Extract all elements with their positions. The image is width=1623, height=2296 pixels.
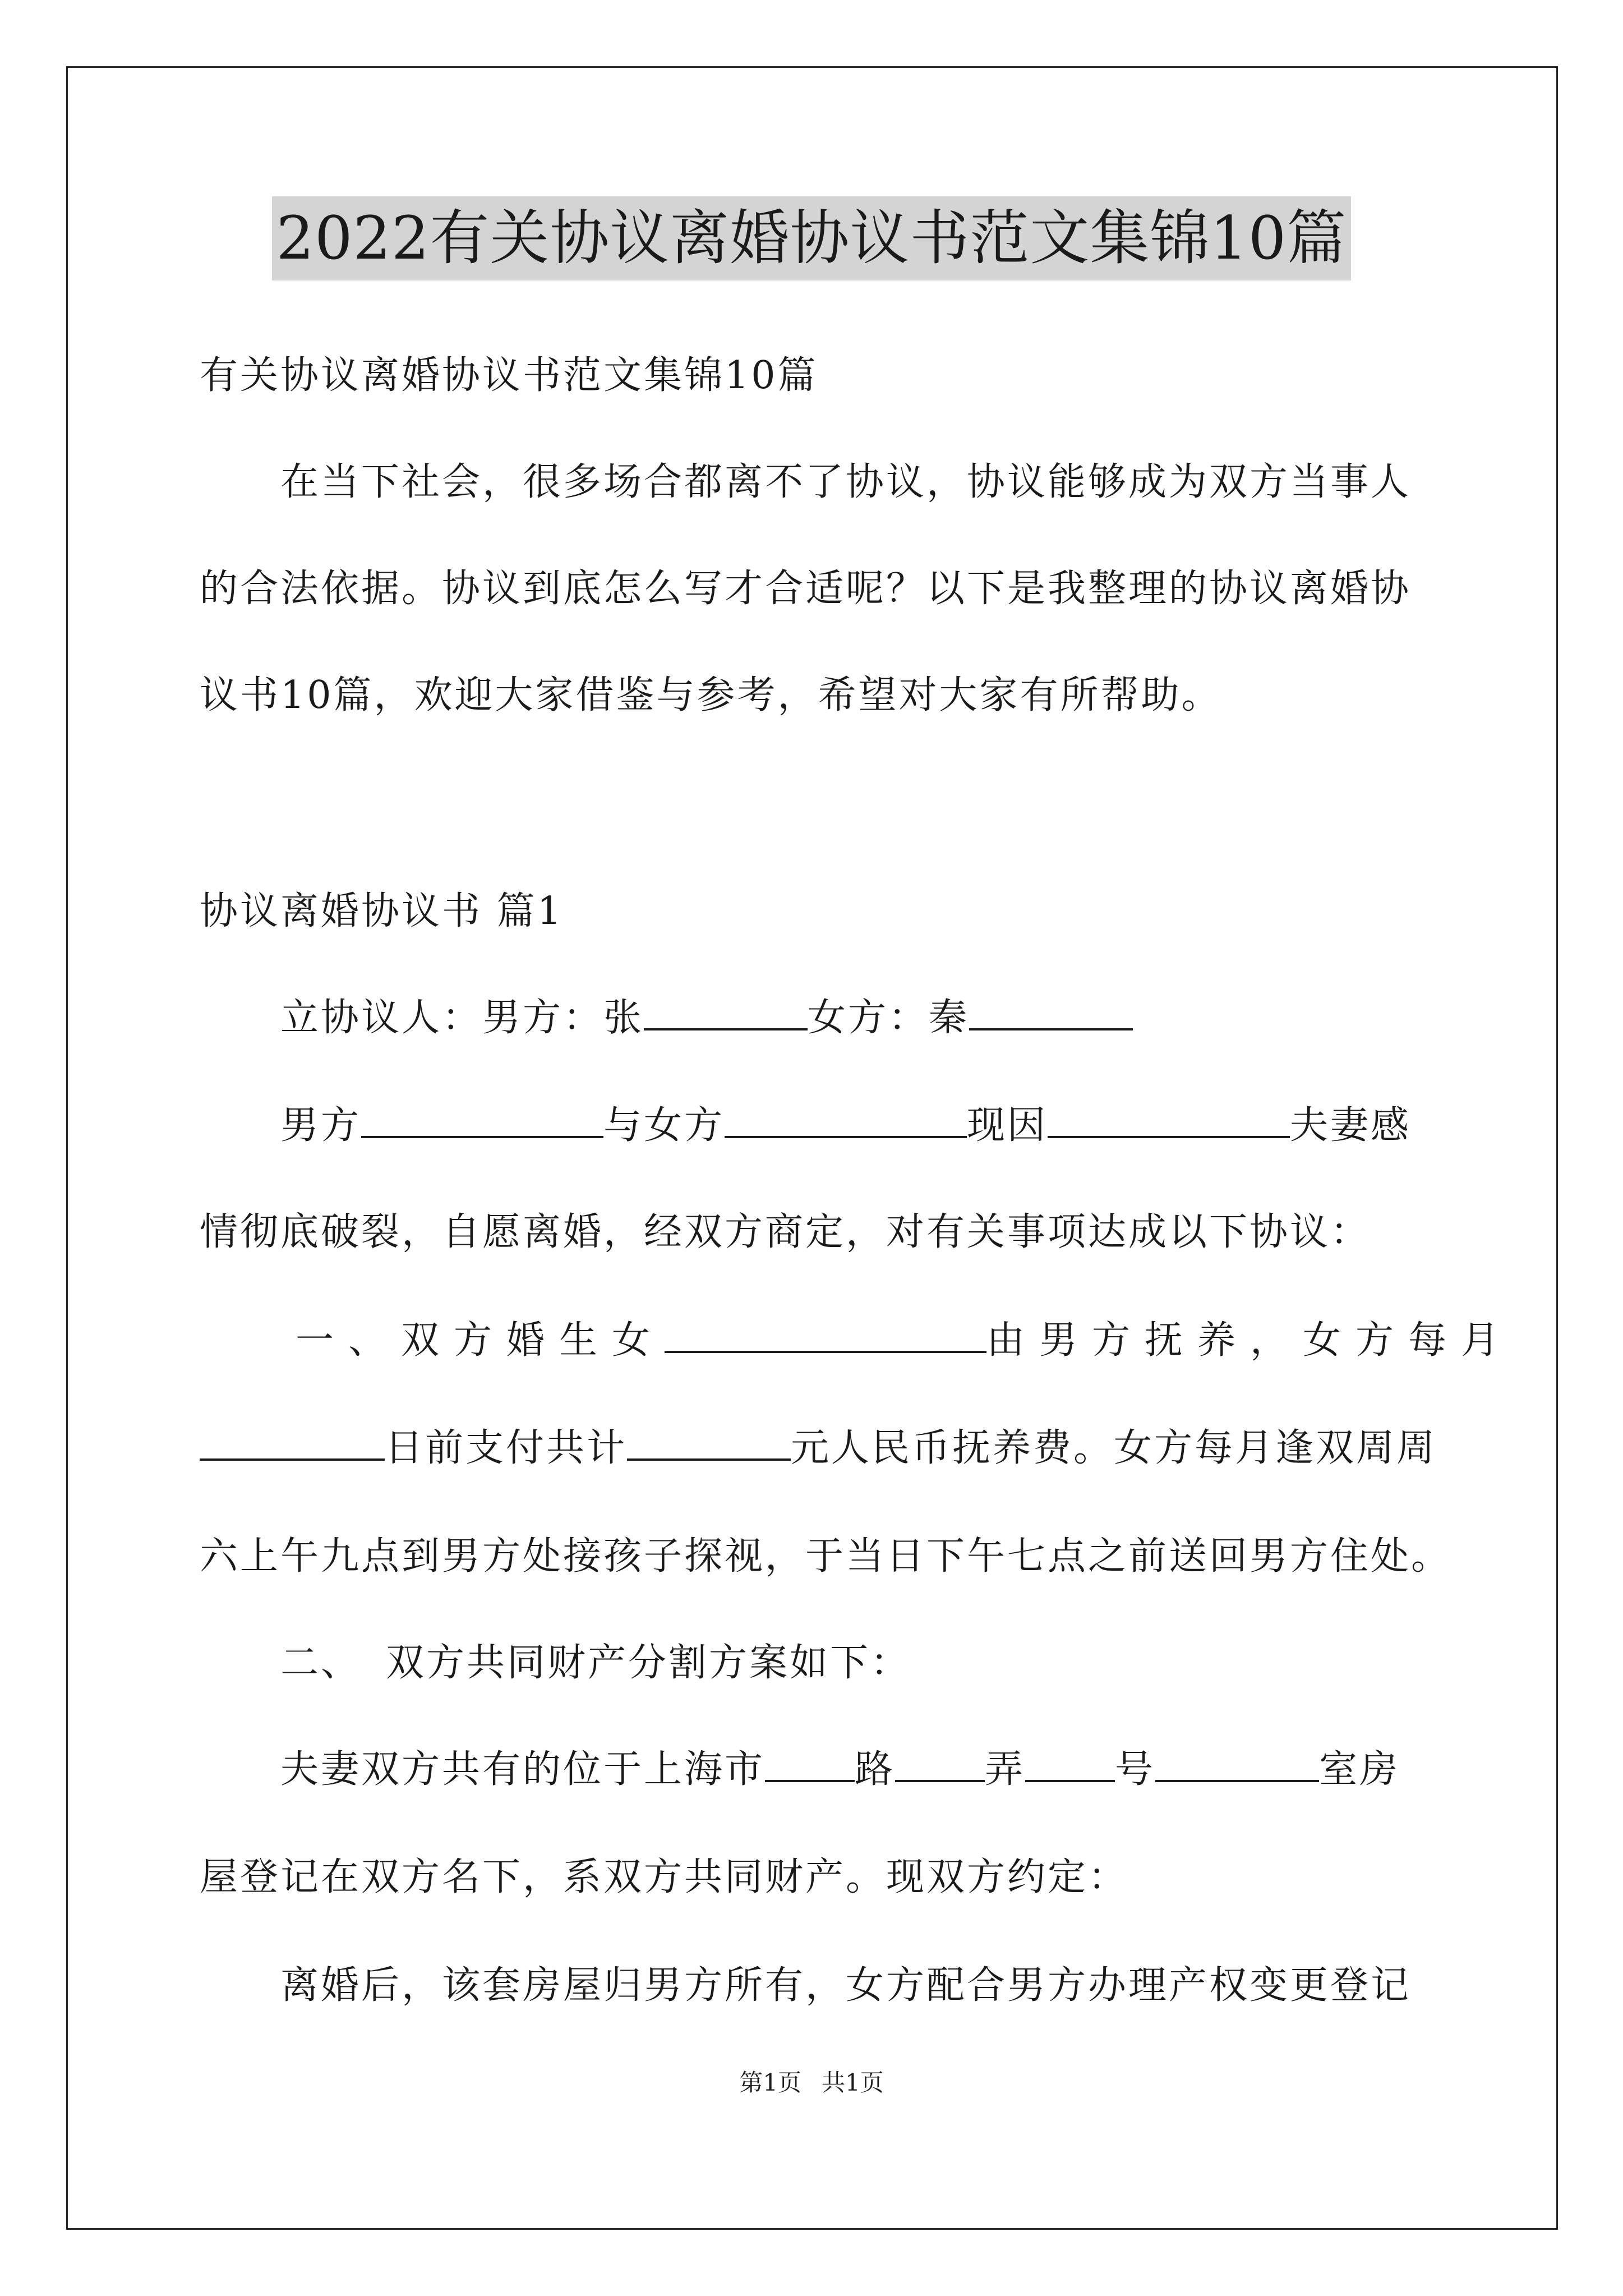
reason-line-2: 情彻底破裂，自愿离婚，经双方商定，对有关事项达成以下协议： [200, 1210, 1371, 1254]
house-room: 室房 [1319, 1747, 1400, 1792]
clause1-mid: 由男方抚养，女方每月 [986, 1318, 1514, 1363]
reason-male: 男方 [280, 1103, 362, 1148]
blank-female [725, 1101, 967, 1138]
blank-male-name [644, 993, 808, 1030]
page-number: 第1页 [739, 2069, 801, 2096]
clause1-line-3: 六上午九点到男方处接孩子探视，于当日下午七点之前送回男方住处。 [200, 1534, 1452, 1579]
page-total: 共1页 [822, 2069, 884, 2096]
blank-reason [1048, 1101, 1290, 1138]
house-road: 路 [855, 1747, 896, 1792]
blank-male [361, 1101, 603, 1138]
clause2-heading-text: 双方共同财产分割方案如下： [386, 1641, 911, 1685]
parties-female-label: 女方：秦 [808, 996, 970, 1040]
blank-amount [627, 1424, 791, 1461]
blank-daughter [665, 1316, 986, 1353]
document-title: 2022有关协议离婚协议书范文集锦10篇 [272, 196, 1352, 280]
after-divorce-line: 离婚后，该套房屋归男方所有，女方配合男方办理产权变更登记 [280, 1963, 1412, 2008]
page-footer [0, 2066, 1623, 2100]
reason-line-1 [280, 1101, 1411, 1151]
house-lead: 夫妻双方共有的位于上海市 [280, 1747, 766, 1792]
house-line-2: 屋登记在双方名下，系双方共同财产。现双方约定： [200, 1855, 1129, 1899]
house-line-1 [280, 1745, 1400, 1795]
clause2-number: 二、 [280, 1641, 362, 1685]
clause1-day-before: 日前支付共计 [385, 1426, 628, 1470]
intro-line-2: 的合法依据。协议到底怎么写才合适呢？以下是我整理的协议离婚协 [200, 567, 1412, 611]
house-number: 号 [1115, 1747, 1156, 1792]
house-lane: 弄 [985, 1747, 1026, 1792]
blank-female-name [969, 993, 1133, 1030]
reason-with-female: 与女方 [603, 1103, 725, 1148]
clause1-yuan: 元人民币抚养费。女方每月逢双周周 [791, 1426, 1437, 1470]
intro-line-1: 在当下社会，很多场合都离不了协议，协议能够成为双方当事人 [280, 460, 1412, 504]
blank-number [1025, 1745, 1115, 1782]
section-heading: 协议离婚协议书 篇1 [200, 889, 564, 933]
reason-now-because: 现因 [967, 1103, 1048, 1148]
blank-lane [895, 1745, 985, 1782]
blank-day [200, 1424, 385, 1461]
clause1-line-1 [296, 1315, 1514, 1366]
blank-room [1155, 1745, 1319, 1782]
clause2-heading [280, 1638, 911, 1688]
intro-line-3: 议书10篇，欢迎大家借鉴与参考，希望对大家有所帮助。 [200, 673, 1222, 717]
subtitle: 有关协议离婚协议书范文集锦10篇 [200, 353, 818, 398]
clause1-line-2 [200, 1423, 1437, 1474]
parties-line [280, 993, 1133, 1043]
title-container [0, 196, 1623, 280]
reason-tail: 夫妻感 [1290, 1103, 1412, 1148]
clause1-lead: 一、双方婚生女 [296, 1318, 665, 1363]
parties-label: 立协议人：男方：张 [280, 996, 644, 1040]
blank-road [765, 1745, 855, 1782]
